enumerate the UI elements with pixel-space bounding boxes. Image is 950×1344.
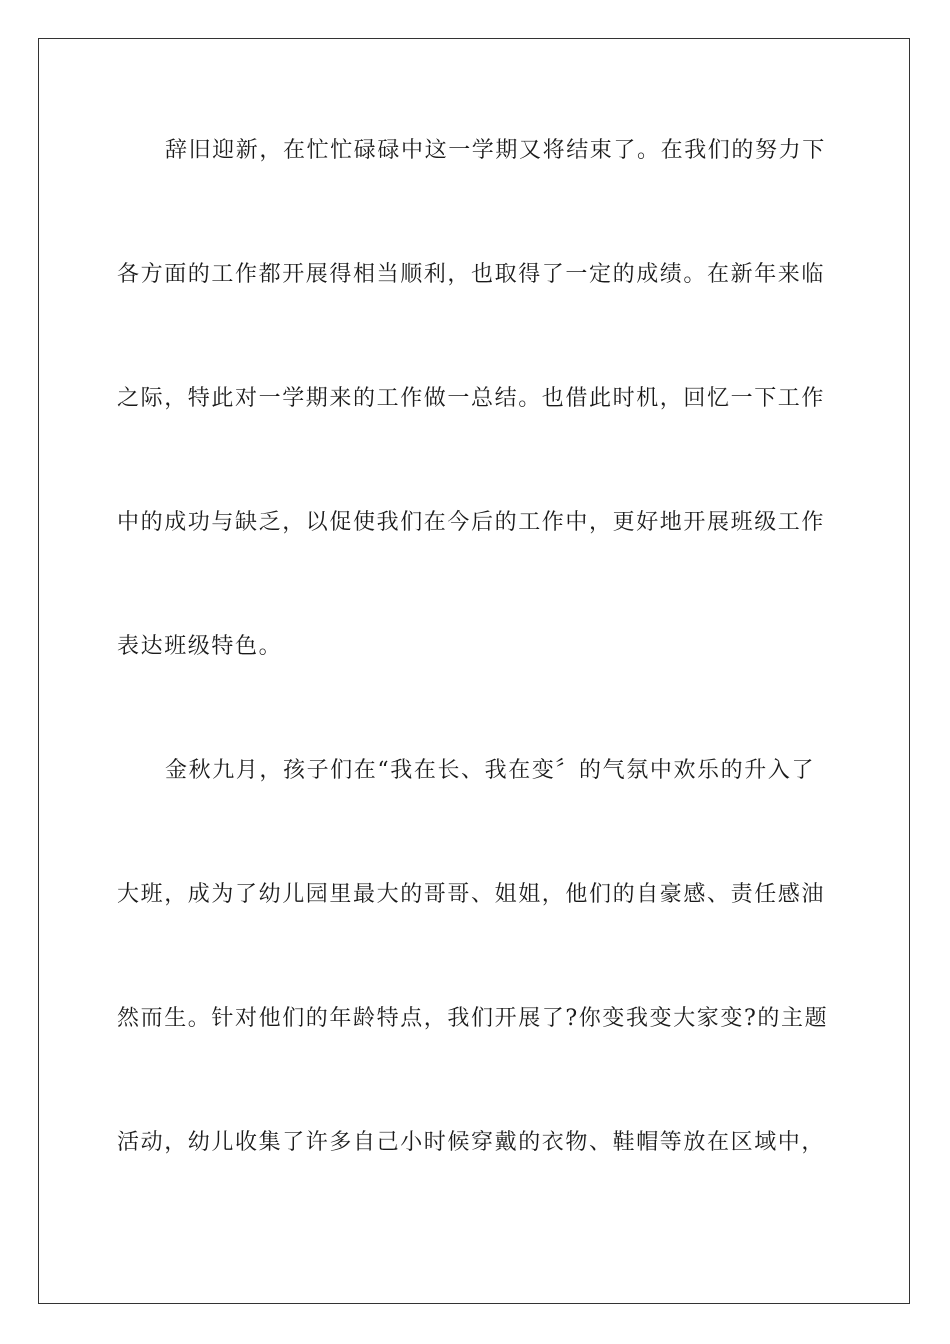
text-line: 辞旧迎新，在忙忙碌碌中这一学期又将结束了。在我们的努力下 xyxy=(165,138,826,163)
text-line: 然而生。针对他们的年龄特点，我们开展了?你变我变大家变?的主题 xyxy=(117,1006,829,1031)
text-line: 表达班级特色。 xyxy=(117,634,283,659)
page-frame xyxy=(38,38,910,1304)
text-line: 各方面的工作都开展得相当顺利，也取得了一定的成绩。在新年来临 xyxy=(117,262,826,287)
text-line: 活动，幼儿收集了许多自己小时候穿戴的衣物、鞋帽等放在区域中， xyxy=(117,1130,826,1155)
text-line: 金秋九月，孩子们在“我在长、我在变〞的气氛中欢乐的升入了 xyxy=(165,758,816,783)
text-line: 大班，成为了幼儿园里最大的哥哥、姐姐，他们的自豪感、责任感油 xyxy=(117,882,826,907)
text-line: 中的成功与缺乏，以促使我们在今后的工作中，更好地开展班级工作 xyxy=(117,510,826,535)
text-line: 之际，特此对一学期来的工作做一总结。也借此时机，回忆一下工作 xyxy=(117,386,826,411)
